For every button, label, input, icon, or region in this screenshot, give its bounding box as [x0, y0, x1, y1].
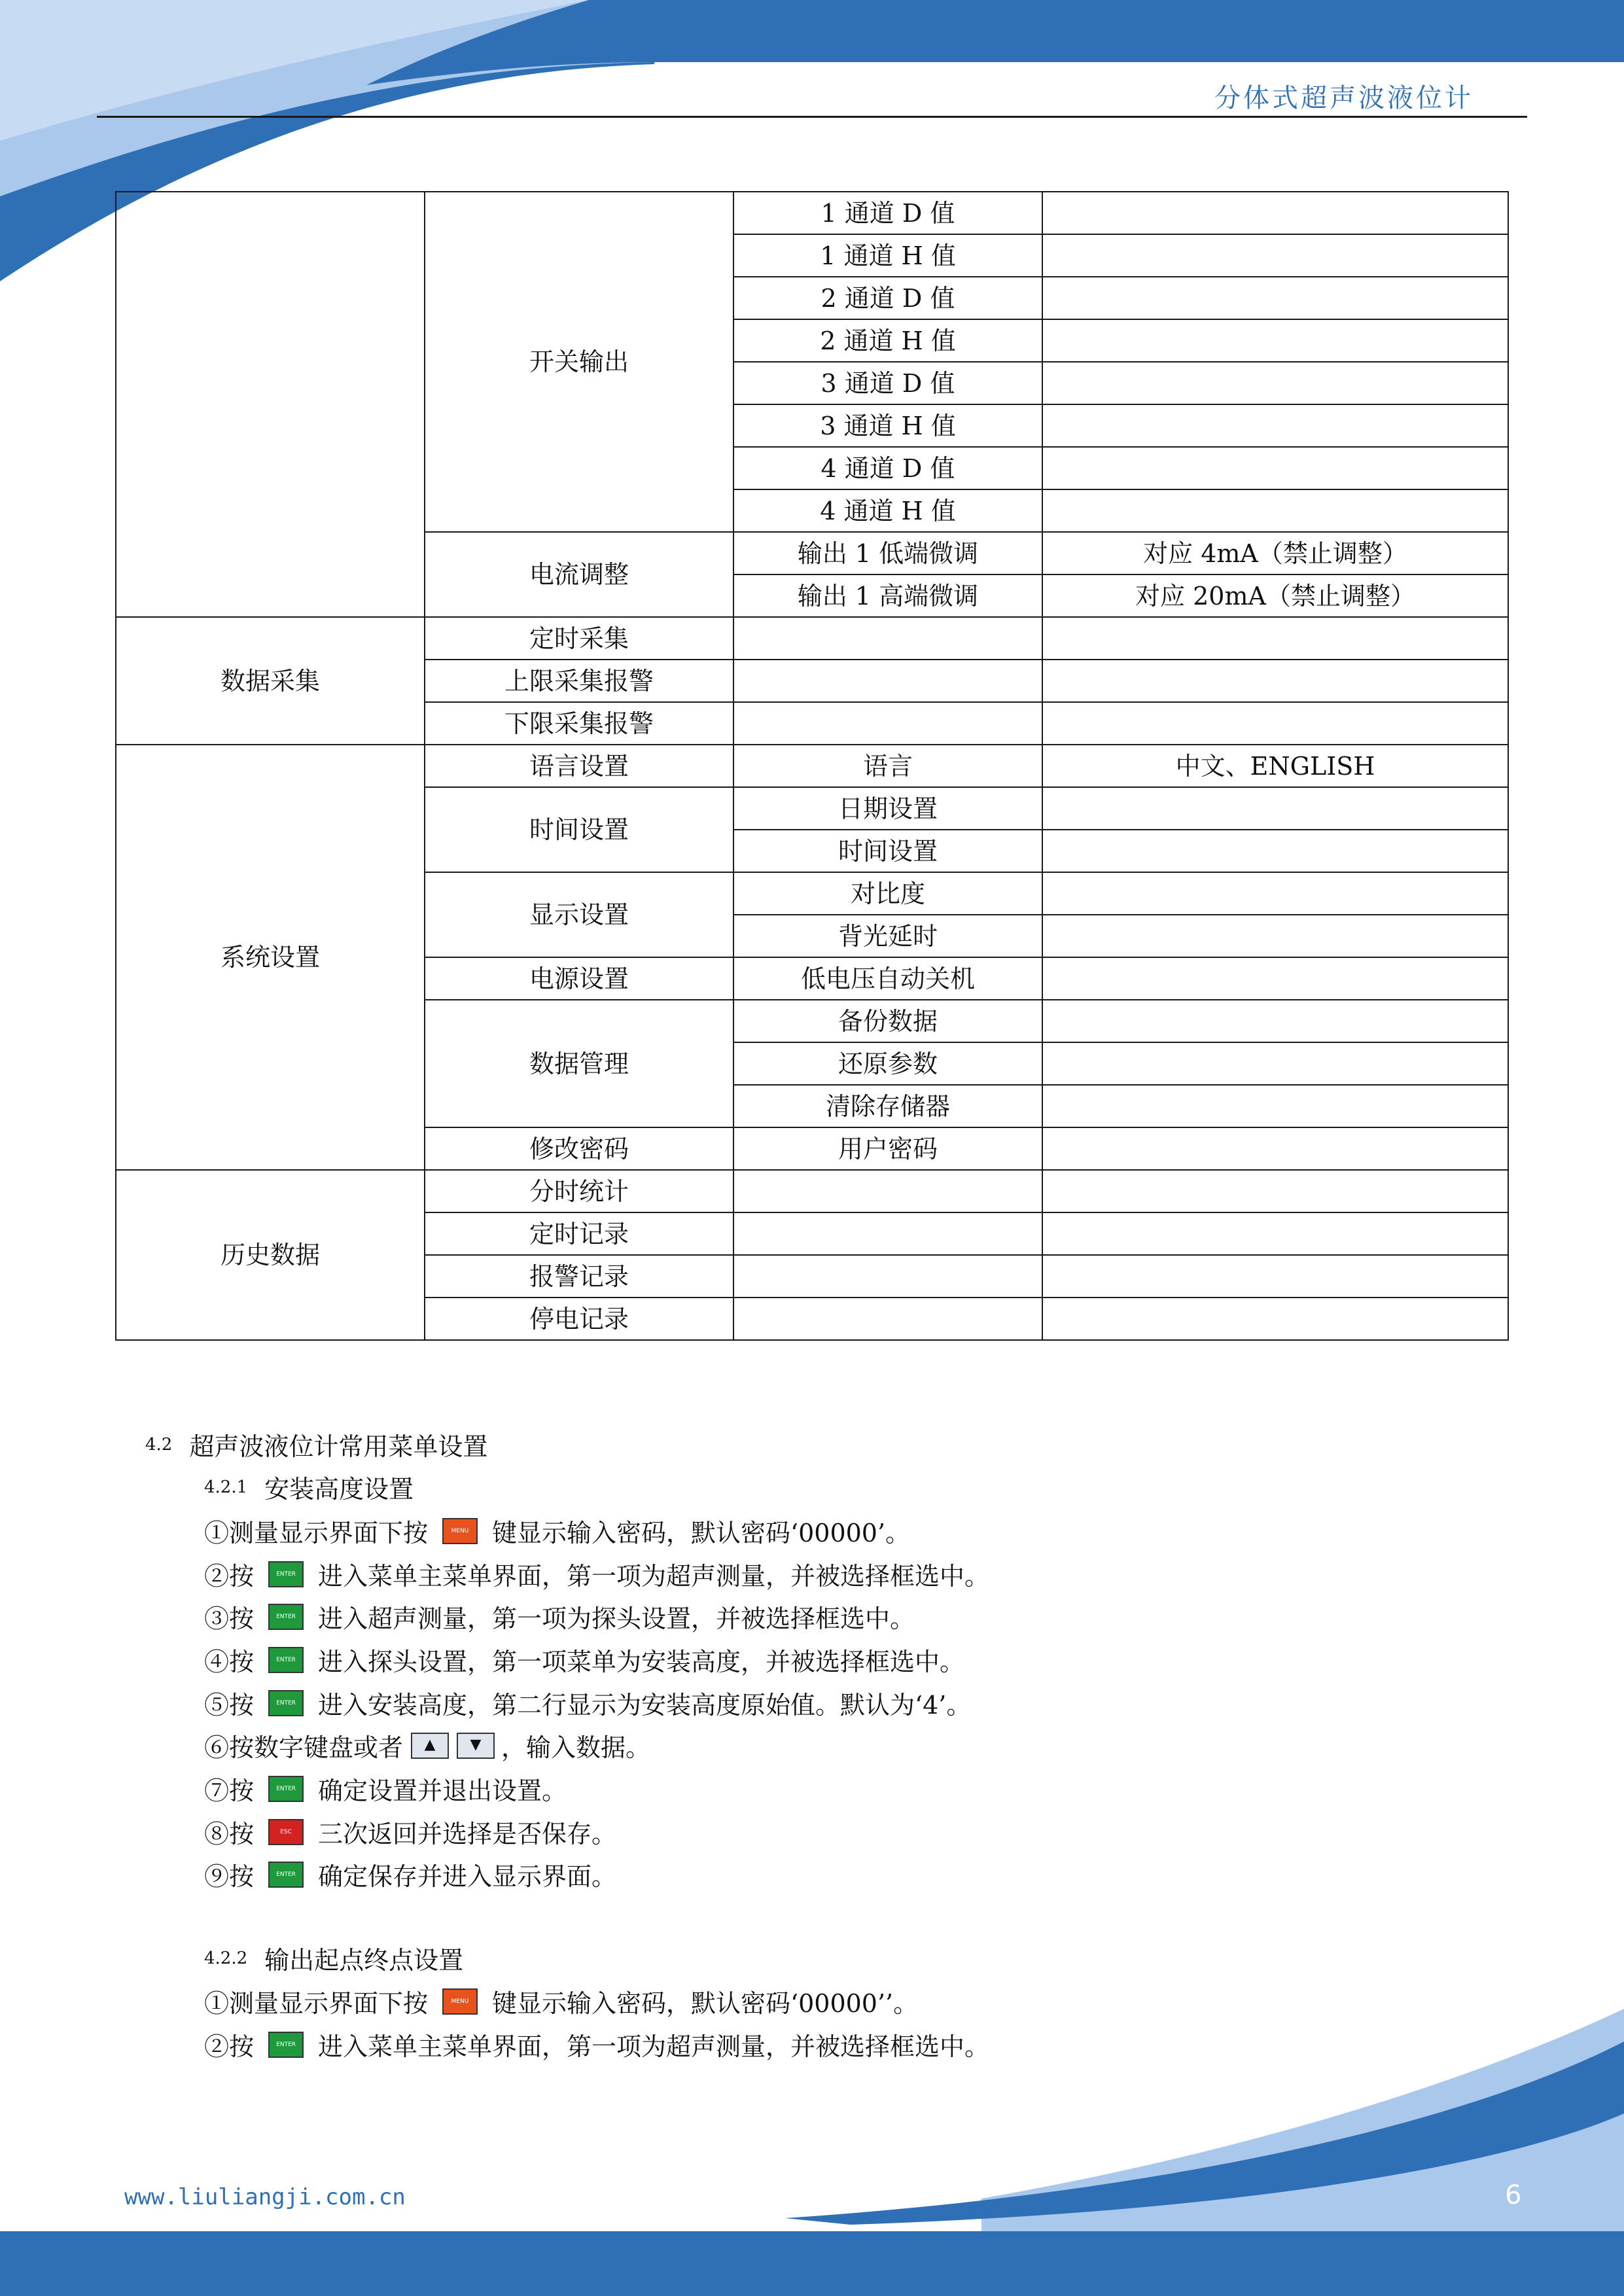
enter-key-icon: ENTER: [268, 1604, 304, 1630]
table-cell: [1042, 1085, 1508, 1127]
enter-key-icon: ENTER: [268, 2032, 304, 2058]
table-cell: 历史数据: [116, 1170, 425, 1340]
step-text: ①测量显示界面下按: [204, 1989, 429, 2018]
table-cell: [1042, 617, 1508, 660]
table-cell: [1042, 1255, 1508, 1298]
table-cell: [1042, 1127, 1508, 1170]
table-cell: [1042, 319, 1508, 362]
table-cell: 开关输出: [425, 192, 733, 532]
table-cell: [733, 1298, 1042, 1340]
step-text: ⑧按: [204, 1820, 255, 1848]
list-item: [204, 1513, 910, 1549]
table-cell: [733, 702, 1042, 745]
footer-wave-decoration: [0, 2002, 1624, 2296]
list-item: [204, 1685, 971, 1721]
table-cell: [733, 1255, 1042, 1298]
table-cell: 还原参数: [733, 1042, 1042, 1085]
menu-key-icon: MENU: [442, 1988, 478, 2015]
table-cell: [1042, 787, 1508, 830]
section-heading-4-2: [145, 1426, 487, 1462]
table-cell: [1042, 234, 1508, 277]
step-text: ②按: [204, 1562, 255, 1591]
step-text: ①测量显示界面下按: [204, 1519, 429, 1547]
table-row: [116, 745, 1508, 787]
table-cell: 时间设置: [733, 830, 1042, 872]
step-text: ⑨按: [204, 1862, 255, 1891]
table-cell: 2 通道 D 值: [733, 277, 1042, 319]
table-cell: [1042, 277, 1508, 319]
table-cell: 对比度: [733, 872, 1042, 915]
table-cell: [1042, 1170, 1508, 1212]
step-text: 进入菜单主菜单界面，第一项为超声测量，并被选择框选中。: [318, 1562, 990, 1591]
menu-key-icon: MENU: [442, 1518, 478, 1544]
table-cell: [1042, 830, 1508, 872]
list-item: [204, 1727, 650, 1763]
step-text: ，输入数据。: [501, 1733, 651, 1762]
table-cell: 电流调整: [425, 532, 733, 617]
step-text: ⑤按: [204, 1691, 255, 1720]
step-text: 键显示输入密码，默认密码‘00000’’。: [492, 1989, 919, 2018]
table-cell: [733, 660, 1042, 702]
table-cell: 显示设置: [425, 872, 733, 957]
table-cell: 1 通道 D 值: [733, 192, 1042, 234]
table-cell: 对应 4mA（禁止调整）: [1042, 532, 1508, 574]
table-cell: 3 通道 D 值: [733, 362, 1042, 404]
step-text: 三次返回并选择是否保存。: [318, 1820, 617, 1848]
table-cell: 电源设置: [425, 957, 733, 1000]
table-cell: 停电记录: [425, 1298, 733, 1340]
table-row: [116, 617, 1508, 660]
table-cell: [733, 617, 1042, 660]
table-cell: 上限采集报警: [425, 660, 733, 702]
table-cell: [1042, 404, 1508, 447]
enter-key-icon: ENTER: [268, 1776, 304, 1802]
esc-key-icon: ESC: [268, 1819, 304, 1845]
table-cell: 清除存储器: [733, 1085, 1042, 1127]
table-cell: 中文、ENGLISH: [1042, 745, 1508, 787]
table-cell: 定时采集: [425, 617, 733, 660]
table-cell: 3 通道 H 值: [733, 404, 1042, 447]
table-cell: 2 通道 H 值: [733, 319, 1042, 362]
table-cell: 数据采集: [116, 617, 425, 745]
section-number: 4.2.2: [204, 1948, 248, 1968]
table-cell: 报警记录: [425, 1255, 733, 1298]
list-item: [204, 1771, 567, 1807]
page-number: 6: [1505, 2180, 1522, 2210]
step-text: 进入探头设置，第一项菜单为安装高度，并被选择框选中。: [318, 1648, 965, 1676]
step-text: 确定设置并退出设置。: [318, 1776, 567, 1805]
table-cell: 备份数据: [733, 1000, 1042, 1042]
down-arrow-key-icon: ▼: [457, 1733, 495, 1759]
table-cell: [1042, 1000, 1508, 1042]
step-text: ③按: [204, 1604, 255, 1633]
table-cell: 4 通道 H 值: [733, 489, 1042, 532]
list-item: [204, 1814, 616, 1850]
table-cell: 对应 20mA（禁止调整）: [1042, 574, 1508, 617]
up-arrow-key-icon: ▲: [411, 1733, 449, 1759]
table-cell: 分时统计: [425, 1170, 733, 1212]
section-title: 安装高度设置: [264, 1475, 414, 1504]
footer-url[interactable]: www.liuliangji.com.cn: [124, 2184, 406, 2210]
table-cell: 输出 1 低端微调: [733, 532, 1042, 574]
list-item: [204, 1642, 964, 1678]
step-text: ④按: [204, 1648, 255, 1676]
table-cell: [1042, 489, 1508, 532]
table-cell: [1042, 872, 1508, 915]
table-cell: [1042, 1298, 1508, 1340]
list-item: [204, 1856, 616, 1892]
step-text: ②按: [204, 2032, 255, 2061]
table-cell: [1042, 915, 1508, 957]
step-text: 键显示输入密码，默认密码‘00000’。: [492, 1519, 911, 1547]
section-number: 4.2.1: [204, 1477, 248, 1497]
list-item: [204, 1556, 989, 1592]
table-cell: 低电压自动关机: [733, 957, 1042, 1000]
table-cell: [116, 192, 425, 617]
table-cell: 用户密码: [733, 1127, 1042, 1170]
enter-key-icon: ENTER: [268, 1690, 304, 1716]
table-cell: 下限采集报警: [425, 702, 733, 745]
table-cell: 修改密码: [425, 1127, 733, 1170]
table-cell: 系统设置: [116, 745, 425, 1170]
step-text: ⑦按: [204, 1776, 255, 1805]
section-heading-4-2-2: [204, 1940, 463, 1976]
table-row: [116, 1170, 1508, 1212]
table-cell: [1042, 957, 1508, 1000]
step-text: 进入超声测量，第一项为探头设置，并被选择框选中。: [318, 1604, 915, 1633]
table-cell: 时间设置: [425, 787, 733, 872]
section-title: 输出起点终点设置: [264, 1946, 464, 1975]
step-text: 进入菜单主菜单界面，第一项为超声测量，并被选择框选中。: [318, 2032, 990, 2061]
table-cell: [1042, 1042, 1508, 1085]
table-cell: 定时记录: [425, 1212, 733, 1255]
table-cell: 日期设置: [733, 787, 1042, 830]
list-item: [204, 1598, 915, 1634]
table-cell: [733, 1212, 1042, 1255]
table-cell: 语言: [733, 745, 1042, 787]
table-cell: 输出 1 高端微调: [733, 574, 1042, 617]
step-text: ⑥按数字键盘或者: [204, 1733, 404, 1762]
menu-structure-table: [115, 191, 1509, 1341]
section-number: 4.2: [145, 1434, 173, 1455]
enter-key-icon: ENTER: [268, 1647, 304, 1673]
enter-key-icon: ENTER: [268, 1862, 304, 1888]
table-cell: 4 通道 D 值: [733, 447, 1042, 489]
table-cell: [1042, 702, 1508, 745]
step-text: 确定保存并进入显示界面。: [318, 1862, 617, 1891]
section-title: 超声波液位计常用菜单设置: [189, 1432, 488, 1461]
table-cell: [1042, 362, 1508, 404]
table-cell: [1042, 1212, 1508, 1255]
header-rule: [97, 116, 1527, 118]
step-text: 进入安装高度，第二行显示为安装高度原始值。默认为‘4’。: [318, 1691, 972, 1720]
table-row: [116, 192, 1508, 234]
table-cell: [1042, 447, 1508, 489]
enter-key-icon: ENTER: [268, 1561, 304, 1587]
table-cell: [1042, 192, 1508, 234]
table-cell: 背光延时: [733, 915, 1042, 957]
table-cell: 数据管理: [425, 1000, 733, 1127]
table-cell: [733, 1170, 1042, 1212]
table-cell: 语言设置: [425, 745, 733, 787]
table-cell: [1042, 660, 1508, 702]
table-cell: 1 通道 H 值: [733, 234, 1042, 277]
header-title: 分体式超声波液位计: [1214, 83, 1474, 113]
section-heading-4-2-1: [204, 1469, 414, 1505]
